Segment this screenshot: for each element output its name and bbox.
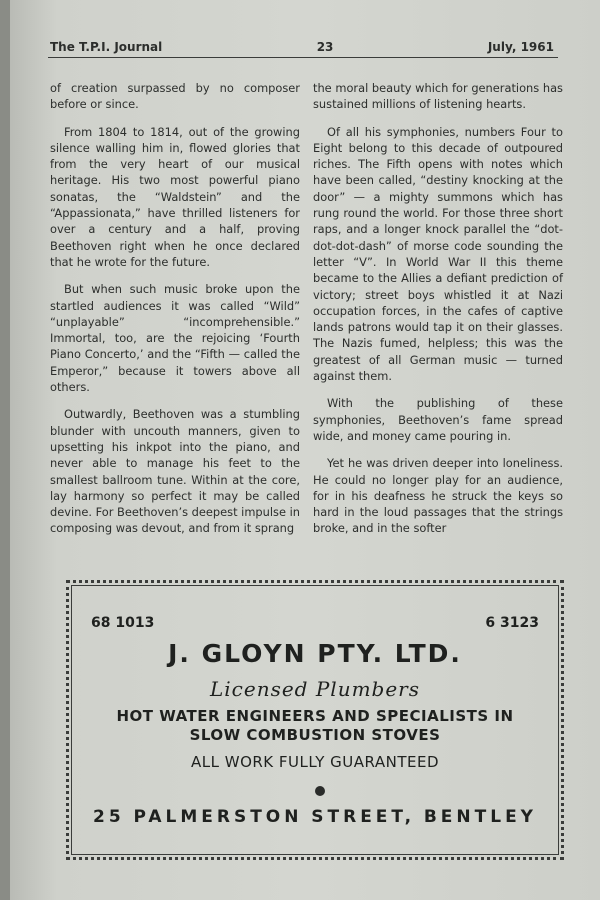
company-name: J. GLOYN PTY. LTD. [168,639,462,668]
journal-title: The T.P.I. Journal [50,40,163,54]
ad-address [93,807,537,827]
page-number: 23 [316,40,334,54]
services-line: HOT WATER ENGINEERS AND SPECIALISTS IN [116,707,514,725]
paragraph: With the publishing of these symphonies, Beethoven’s fame spread wide, and money came pouring in. [313,396,563,443]
address-street: PALMERSTON [133,807,303,827]
page-header [50,40,554,54]
paragraph: But when such music broke upon the startled audiences it was called “Wild” “unplayable” “incomprehensible.” Immortal, too, are the rejoicing ‘Fourth Piano Concerto,’ and the “Fifth — called the Emperor,” because it towers above all others. [50,282,300,395]
phone-number-left: 68 1013 [91,615,155,631]
journal-page [10,0,600,900]
left-column [50,80,300,548]
paragraph: Yet he was driven deeper into loneliness. He could no longer play for an audience, for in his deafness he struck the keys so hard in the loud passages that the strings broke, and in the softer [313,456,563,536]
paragraph: Of all his symphonies, numbers Four to Eight belong to this decade of outpoured riches. The Fifth opens with notes which have been called, “destiny knocking at the door” — a mighty summons which has rung round the world. For those three short raps, and a longer knock parallel the “dot-dot-dot-dash” of morse code sounding the letter “V”. In World War II this theme became to the Allies a defiant prediction of victory; street boys whistled it at Nazi occupation forces, in the cafes of captive lands patrons would tap it on their glasses. The Nazis fumed, helpless; this was the greatest of all German music — turned against them. [313,124,563,384]
ad-tagline: Licensed Plumbers [209,677,421,701]
address-number: 25 [93,807,125,827]
paragraph: the moral beauty which for generations has sustained millions of listening hearts. [313,81,563,112]
paragraph: From 1804 to 1814, out of the growing silence walling him in, flowed glories that from the very heart of our musical heritage. His two most powerful piano sonatas, the “Waldstein” and the “Appassionata,” have thrilled listeners for over a century and a half, proving Beethoven right when he once declared that he wrote for the future. [50,124,300,269]
phone-number-right: 6 3123 [485,615,539,631]
header-rule [48,57,558,58]
address-street-type: STREET, [311,807,416,827]
address-suburb: BENTLEY [423,807,537,827]
plumber-advertisement [66,580,564,860]
ad-services [69,707,561,745]
paragraph: of creation surpassed by no composer before or since. [50,81,300,112]
ad-guarantee: ALL WORK FULLY GUARANTEED [191,753,439,771]
bullet-dot-icon [315,786,325,796]
services-line: SLOW COMBUSTION STOVES [189,726,441,744]
right-column [313,80,563,548]
paragraph: Outwardly, Beethoven was a stumbling blunder with uncouth manners, given to upsetting his inkpot into the piano, and never able to manage his feet to the smallest ballroom tune. Within at the core, lay harmony so perfect it may be called devine. For Beethoven’s deepest impulse in composing was devout, and from it sprang [50,407,300,536]
issue-date: July, 1961 [487,40,554,54]
